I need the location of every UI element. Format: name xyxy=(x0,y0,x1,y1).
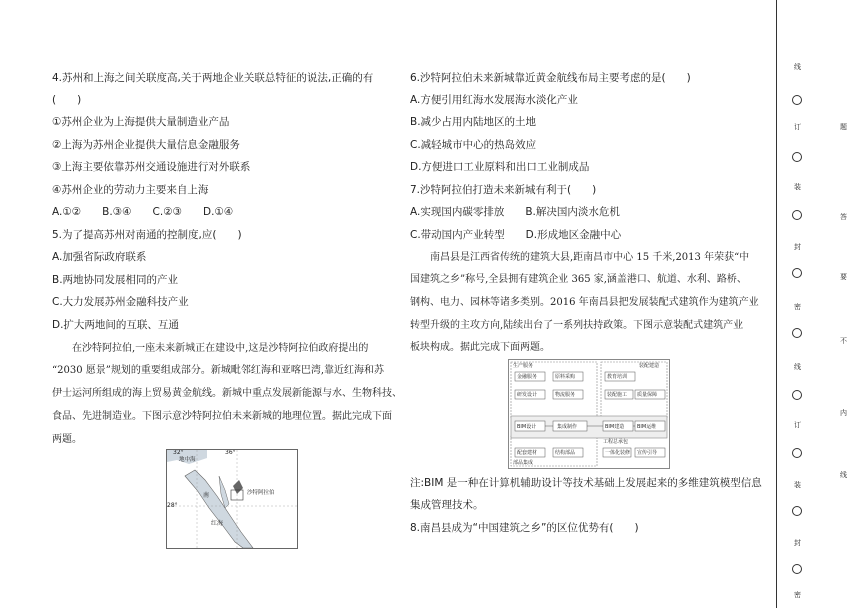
binding-hole-8 xyxy=(792,506,802,516)
passage-nanchang-line-4: 转型升级的主攻方向,陆续出台了一系列扶持政策。下图示意装配式建筑产业 xyxy=(410,320,744,331)
diagram-zone-production: 生产服务 xyxy=(513,363,534,369)
map-lat-label: 28° xyxy=(167,502,178,509)
diagram-box-quality: 质量保障 xyxy=(637,392,658,398)
binding-line xyxy=(776,0,777,608)
binding-inner-6: 线 xyxy=(840,471,847,479)
passage-nanchang-line-5: 板块构成。据此完成下面两题。 xyxy=(410,342,550,353)
prefab-industry-diagram xyxy=(508,359,670,469)
diagram-note-line-2: 集成管理技术。 xyxy=(410,499,484,511)
passage-saudi-line-4: 食品、先进制造业。下图示意沙特阿拉伯未来新城的地理位置。据此完成下面 xyxy=(52,411,392,422)
diagram-zone-assembly: 装配建造 xyxy=(639,363,660,369)
q8-stem: 8.南昌县成为“中国建筑之乡”的区位优势有( ) xyxy=(410,522,639,534)
q4-option-1: ①苏州企业为上海提供大量制造业产品 xyxy=(52,116,230,128)
diagram-zone-parts: 部品集成 xyxy=(513,460,534,466)
q5-stem: 5.为了提高苏州对南通的控制度,应( ) xyxy=(52,229,242,241)
passage-nanchang-line-3: 钢构、电力、园林等诸多类别。2016 年南昌县把发展装配式建筑作为建筑产业 xyxy=(410,297,759,308)
binding-char-8: 装 xyxy=(794,481,801,489)
map-lon-label-1: 32° xyxy=(173,449,184,456)
q5-option-b: B.两地协同发展相同的产业 xyxy=(52,274,179,286)
passage-nanchang-line-2: 国建筑之乡”称号,全县拥有建筑企业 365 家,涵盖港口、航道、水利、路桥、 xyxy=(410,274,747,285)
binding-char-5: 密 xyxy=(794,303,801,311)
q4-bracket: ( ) xyxy=(52,94,82,106)
q5-option-d: D.扩大两地间的互联、互通 xyxy=(52,319,179,331)
binding-char-9: 封 xyxy=(794,539,801,547)
binding-inner-4: 不 xyxy=(840,337,847,345)
q4-option-3: ③上海主要依靠苏州交通设施进行对外联系 xyxy=(52,161,251,173)
binding-hole-2 xyxy=(792,152,802,162)
diagram-box-logistics: 物流服务 xyxy=(555,392,576,398)
binding-margin xyxy=(784,0,860,608)
q6-stem: 6.沙特阿拉伯未来新城靠近黄金航线布局主要考虑的是( ) xyxy=(410,72,691,84)
q4-option-4: ④苏州企业的劳动力主要来自上海 xyxy=(52,184,209,196)
passage-saudi-line-3: 伊士运河所组成的海上贸易黄金航线。新城中重点发展新能源与水、生物科技、 xyxy=(52,388,402,399)
binding-hole-5 xyxy=(792,328,802,338)
q4-option-2: ②上海为苏州企业提供大量信息金融服务 xyxy=(52,139,240,151)
binding-hole-9 xyxy=(792,564,802,574)
binding-char-7: 订 xyxy=(794,421,801,429)
binding-char-4: 封 xyxy=(794,243,801,251)
passage-saudi-line-5: 两题。 xyxy=(52,434,82,445)
binding-inner-1: 题 xyxy=(840,123,847,131)
map-lon-label-2: 36° xyxy=(225,449,236,456)
map-label-nan: 南 xyxy=(203,492,210,499)
binding-char-6: 线 xyxy=(794,363,801,371)
diagram-box-construction: 装配施工 xyxy=(607,392,628,398)
q4-stem: 4.苏州和上海之间关联度高,关于两地企业关联总特征的说法,正确的有 xyxy=(52,72,374,84)
binding-inner-3: 要 xyxy=(840,273,847,281)
binding-char-10: 密 xyxy=(794,591,801,599)
diagram-box-bim-build: BIM建造 xyxy=(605,424,625,430)
diagram-box-structural: 结构部品 xyxy=(555,450,576,456)
q5-option-c: C.大力发展苏州金融科技产业 xyxy=(52,296,189,308)
q7-stem: 7.沙特阿拉伯打造未来新城有利于( ) xyxy=(410,184,597,196)
q6-option-c: C.减轻城市中心的热岛效应 xyxy=(410,139,537,151)
diagram-box-training: 教育培训 xyxy=(607,374,628,380)
q6-option-d: D.方便进口工业原料和出口工业制成品 xyxy=(410,161,590,173)
passage-saudi-line-1: 在沙特阿拉伯,一座未来新城正在建设中,这是沙特阿拉伯政府提出的 xyxy=(72,343,369,354)
map-label-saudi: 沙特阿拉伯 xyxy=(247,490,275,496)
diagram-label-epc: 工程总承包 xyxy=(603,439,629,445)
binding-char-3: 装 xyxy=(794,183,801,191)
q6-option-b: B.减少占用内陆地区的土地 xyxy=(410,116,537,128)
q4-choices: A.①② B.③④ C.②③ D.①④ xyxy=(52,206,234,218)
map-label-mediterranean: 地中海 xyxy=(179,457,196,463)
diagram-note-line-1: 注:BIM 是一种在计算机辅助设计等技术基础上发展起来的多维建筑模型信息 xyxy=(410,477,762,489)
q6-option-a: A.方便引用红海水发展海水淡化产业 xyxy=(410,94,578,106)
binding-hole-4 xyxy=(792,268,802,278)
diagram-box-publicity: 宣传引导 xyxy=(637,450,658,456)
diagram-box-materials: 配套建材 xyxy=(517,450,538,456)
saudi-city-map xyxy=(166,449,298,549)
map-label-red-sea: 红海 xyxy=(211,520,224,527)
binding-hole-6 xyxy=(792,390,802,400)
diagram-box-rd: 研发设计 xyxy=(517,392,538,398)
passage-nanchang-line-1: 南昌县是江西省传统的建筑大县,距南昌市中心 15 千米,2013 年荣获“中 xyxy=(430,252,750,263)
passage-saudi-line-2: “2030 愿景”规划的重要组成部分。新城毗邻红海和亚喀巴湾,靠近红海和苏 xyxy=(52,365,385,376)
diagram-box-bim-design: BIM设计 xyxy=(517,424,537,430)
diagram-box-bim-ops: BIM运维 xyxy=(637,424,657,430)
binding-char-2: 订 xyxy=(794,123,801,131)
binding-inner-2: 答 xyxy=(840,213,847,221)
map-svg xyxy=(167,450,297,548)
diagram-box-integration: 集成制作 xyxy=(557,424,578,430)
binding-inner-5: 内 xyxy=(840,409,847,417)
binding-hole-7 xyxy=(792,448,802,458)
q7-options-ab: A.实现国内碳零排放 B.解决国内淡水危机 xyxy=(410,206,620,218)
binding-hole-3 xyxy=(792,210,802,220)
binding-hole-1 xyxy=(792,95,802,105)
diagram-box-decoration: 一体化装修 xyxy=(605,450,631,456)
q7-options-cd: C.带动国内产业转型 D.形成地区金融中心 xyxy=(410,229,622,241)
diagram-box-finance: 金融服务 xyxy=(517,374,538,380)
q5-option-a: A.加强省际政府联系 xyxy=(52,251,147,263)
binding-char-1: 线 xyxy=(794,63,801,71)
diagram-box-procurement: 原料采购 xyxy=(555,374,576,380)
